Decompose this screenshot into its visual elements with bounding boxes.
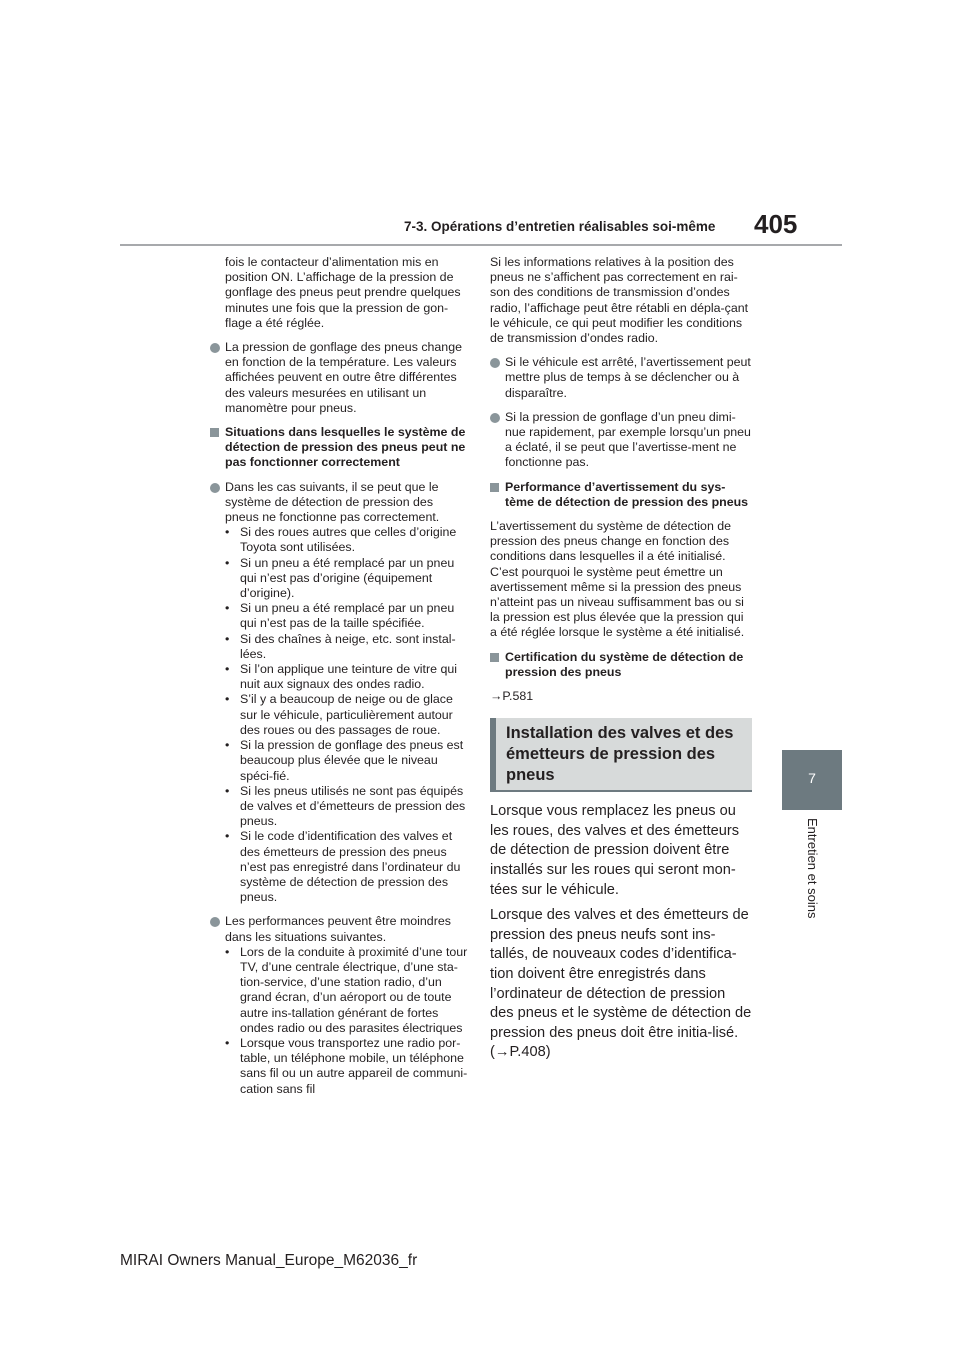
- list-item: • Lors de la conduite à proximité d’une tour TV, d’une centrale électrique, d’une sta-tion-service, d’une station radio, d’un grand écran, d’un aéroport ou de toute autre ins-tallation générant de fortes ondes radio ou des parasites électriques: [210, 945, 468, 1036]
- dash-list: [210, 945, 468, 1097]
- subheading: Performance d’avertissement du sys-tème de détection de pression des pneus: [490, 480, 752, 510]
- paragraph: Si les informations relatives à la position des pneus ne s’affichent pas correctement en rai-son des conditions de transmission d’ondes radio, l’affichage peut être rétabli en dépla-çant le véhicule, ce qui peut modifier les conditions de transmission d’ondes radio.: [490, 255, 749, 346]
- chapter-tab[interactable]: [782, 750, 842, 810]
- bullet-item: Les performances peuvent être moindres dans les situations suivantes.: [210, 914, 468, 944]
- bullet-item: Si la pression de gonflage d’un pneu dimi-nue rapidement, par exemple lorsqu’un pneu a éclaté, il se peut que l’avertisse-ment ne fonctionne pas.: [490, 410, 752, 471]
- list-item: • Si les pneus utilisés ne sont pas équipés de valves et d’émetteurs de pression des pneus.: [210, 784, 468, 830]
- section-heading-box: [490, 718, 752, 792]
- list-item: • Si des roues autres que celles d’origine Toyota sont utilisées.: [210, 525, 468, 555]
- list-item: • Si un pneu a été remplacé par un pneu qui n’est pas d’origine (équipement d’origine).: [210, 556, 468, 602]
- chapter-title: 7-3. Opérations d’entretien réalisables soi-même: [404, 219, 716, 234]
- chapter-tab-number: 7: [808, 770, 816, 786]
- paragraph: L’avertissement du système de détection de pression des pneus change en fonction des conditions dans lesquelles il a été initialisé. C’est pourquoi le système peut émettre un avertissement même si la pression des pneus n’atteint pas un niveau suffisamment bas ou si la pression est plus élevée que la pression qui a été réglée lorsque le système a été initialisé.: [490, 519, 745, 640]
- bullet-item: La pression de gonflage des pneus change en fonction de la température. Les valeurs affichées peuvent en outre être différentes des valeurs mesurées en utilisant un manomètre pour pneus.: [210, 340, 468, 416]
- right-column: [490, 255, 752, 1063]
- paragraph: Lorsque vous remplacez les pneus ou les roues, des valves et des émetteurs de détection de pression doivent être installés sur les roues qui seront mon-tées sur le véhicule.: [490, 803, 740, 898]
- page-reference-link[interactable]: →P.581: [490, 689, 534, 704]
- page-number: 405: [754, 209, 798, 239]
- list-item: • Si la pression de gonflage des pneus est beaucoup plus élevée que le niveau spéci-fié.: [210, 738, 468, 784]
- list-item: • Si le code d’identification des valves et des émetteurs de pression des pneus n’est pas enregistré dans l’ordinateur du système de détection de pression des pneus.: [210, 829, 468, 905]
- header-divider: [120, 244, 842, 246]
- list-item: • Lorsque vous transportez une radio por-table, un téléphone mobile, un téléphone sans fil ou un autre appareil de communi-cation sans fil: [210, 1036, 468, 1097]
- paragraph: Lorsque des valves et des émetteurs de pression des pneus neufs sont ins-tallés, de nouveaux codes d’identifica-tion doivent être enregistrés dans l’ordinateur de détection de pression des pneus et le système de détection de pression des pneus doit être initia-lisé. (→P.408): [490, 907, 752, 1061]
- section-heading: Installation des valves et des émetteurs de pression des pneus: [506, 724, 734, 785]
- list-item: • Si l’on applique une teinture de vitre qui nuit aux signaux des ondes radio.: [210, 662, 468, 692]
- subheading: Situations dans lesquelles le système de détection de pression des pneus peut ne pas fonctionner correctement: [210, 425, 468, 471]
- bullet-item: Dans les cas suivants, il se peut que le système de détection de pression des pneus ne fonctionne pas correctement.: [210, 480, 468, 526]
- paragraph: fois le contacteur d’alimentation mis en position ON. L’affichage de la pression de gonflage des pneus peut prendre quelques minutes une fois que la pression de gon-flage a été réglée.: [225, 255, 461, 330]
- dash-list: [210, 525, 468, 905]
- subheading: Certification du système de détection de pression des pneus: [490, 650, 752, 680]
- list-item: • Si des chaînes à neige, etc. sont instal-lées.: [210, 632, 468, 662]
- list-item: • Si un pneu a été remplacé par un pneu qui n’est pas de la taille spécifiée.: [210, 601, 468, 631]
- footer-manual-name: MIRAI Owners Manual_Europe_M62036_fr: [120, 1252, 418, 1269]
- bullet-item: Si le véhicule est arrêté, l’avertissement peut mettre plus de temps à se déclencher ou à disparaître.: [490, 355, 752, 401]
- left-column: [210, 255, 468, 1097]
- chapter-tab-label: Entretien et soins: [805, 818, 820, 919]
- list-item: • S’il y a beaucoup de neige ou de glace sur le véhicule, particulièrement autour des roues ou des passages de roue.: [210, 692, 468, 738]
